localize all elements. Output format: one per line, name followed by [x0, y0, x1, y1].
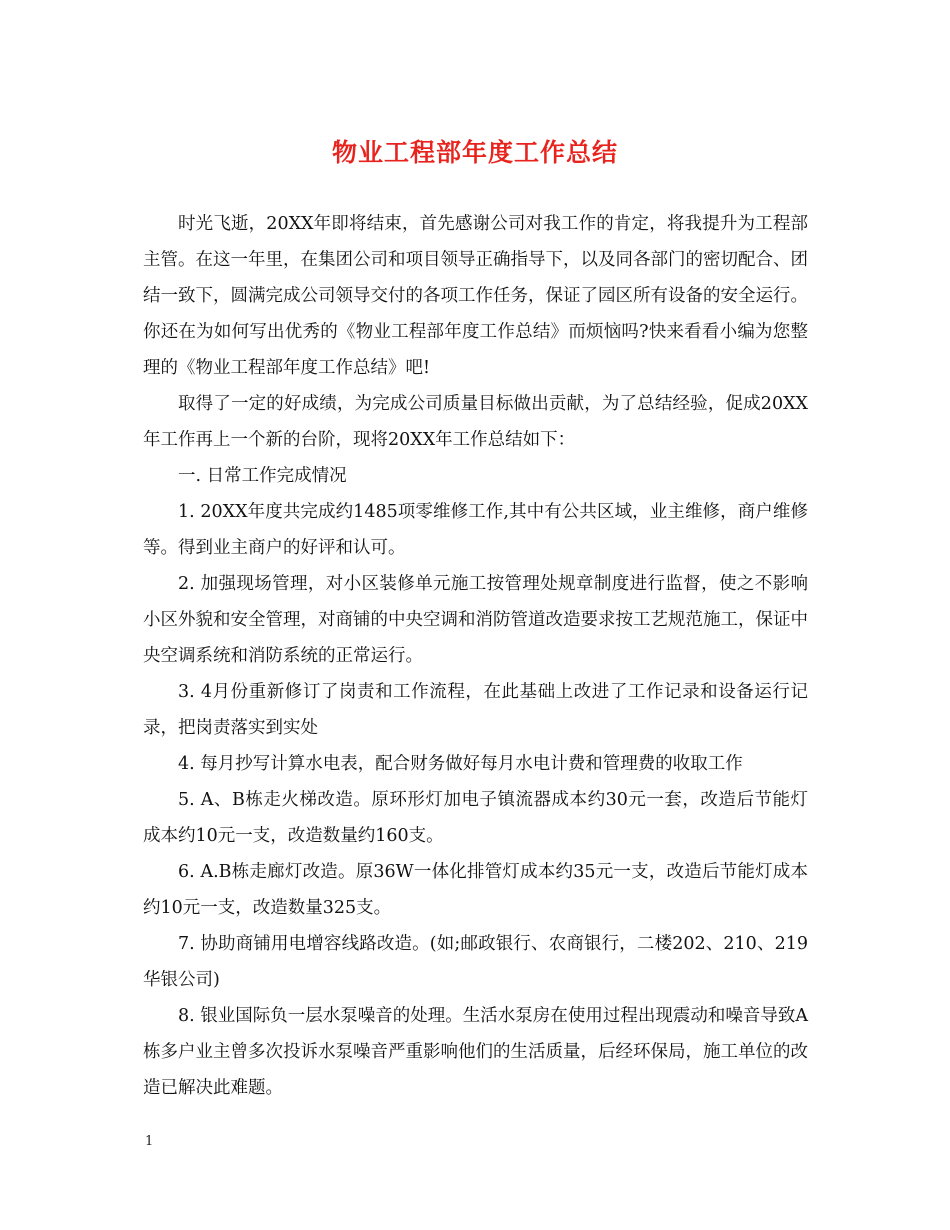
paragraph-intro: 时光飞逝，20XX年即将结束，首先感谢公司对我工作的肯定，将我提升为工程部主管。在这一年里，在集团公司和项目领导正确指导下，以及同各部门的密切配合、团结一致下，圆满完成公司领导交付的各项工作任务，保证了园区所有设备的安全运行。你还在为如何写出优秀的《物业工程部年度工作总结》而烦恼吗?快来看看小编为您整理的《物业工程部年度工作总结》吧!	[143, 214, 808, 378]
paragraph-summary-lead: 取得了一定的好成绩，为完成公司质量目标做出贡献，为了总结经验，促成20XX年工作再上一个新的台阶，现将20XX年工作总结如下：	[143, 394, 808, 450]
section-heading: 一. 日常工作完成情况	[178, 466, 347, 486]
list-item: 3. 4月份重新修订了岗责和工作流程，在此基础上改进了工作记录和设备运行记录，把岗责落实到实处	[143, 682, 808, 738]
document-title: 物业工程部年度工作总结	[331, 138, 618, 167]
list-item: 5. A、B栋走火梯改造。原环形灯加电子镇流器成本约30元一套，改造后节能灯成本约10元一支，改造数量约160支。	[143, 790, 808, 846]
list-item: 7. 协助商铺用电增容线路改造。(如;邮政银行、农商银行，二楼202、210、219华银公司)	[143, 934, 808, 990]
list-item: 6. A.B栋走廊灯改造。原36W一体化排管灯成本约35元一支，改造后节能灯成本约10元一支，改造数量325支。	[143, 862, 808, 918]
list-item: 2. 加强现场管理，对小区装修单元施工按管理处规章制度进行监督，使之不影响小区外貌和安全管理，对商铺的中央空调和消防管道改造要求按工艺规范施工，保证中央空调系统和消防系统的正常运行。	[143, 574, 808, 666]
document-body	[143, 206, 808, 1106]
list-item: 8. 银业国际负一层水泵噪音的处理。生活水泵房在使用过程出现震动和噪音导致A栋多户业主曾多次投诉水泵噪音严重影响他们的生活质量，后经环保局，施工单位的改造已解决此难题。	[143, 1006, 808, 1098]
list-item: 1. 20XX年度共完成约1485项零维修工作,其中有公共区域，业主维修，商户维修等。得到业主商户的好评和认可。	[143, 502, 808, 558]
list-item: 4. 每月抄写计算水电表，配合财务做好每月水电计费和管理费的收取工作	[178, 754, 743, 774]
page-number: 1	[145, 1134, 154, 1149]
